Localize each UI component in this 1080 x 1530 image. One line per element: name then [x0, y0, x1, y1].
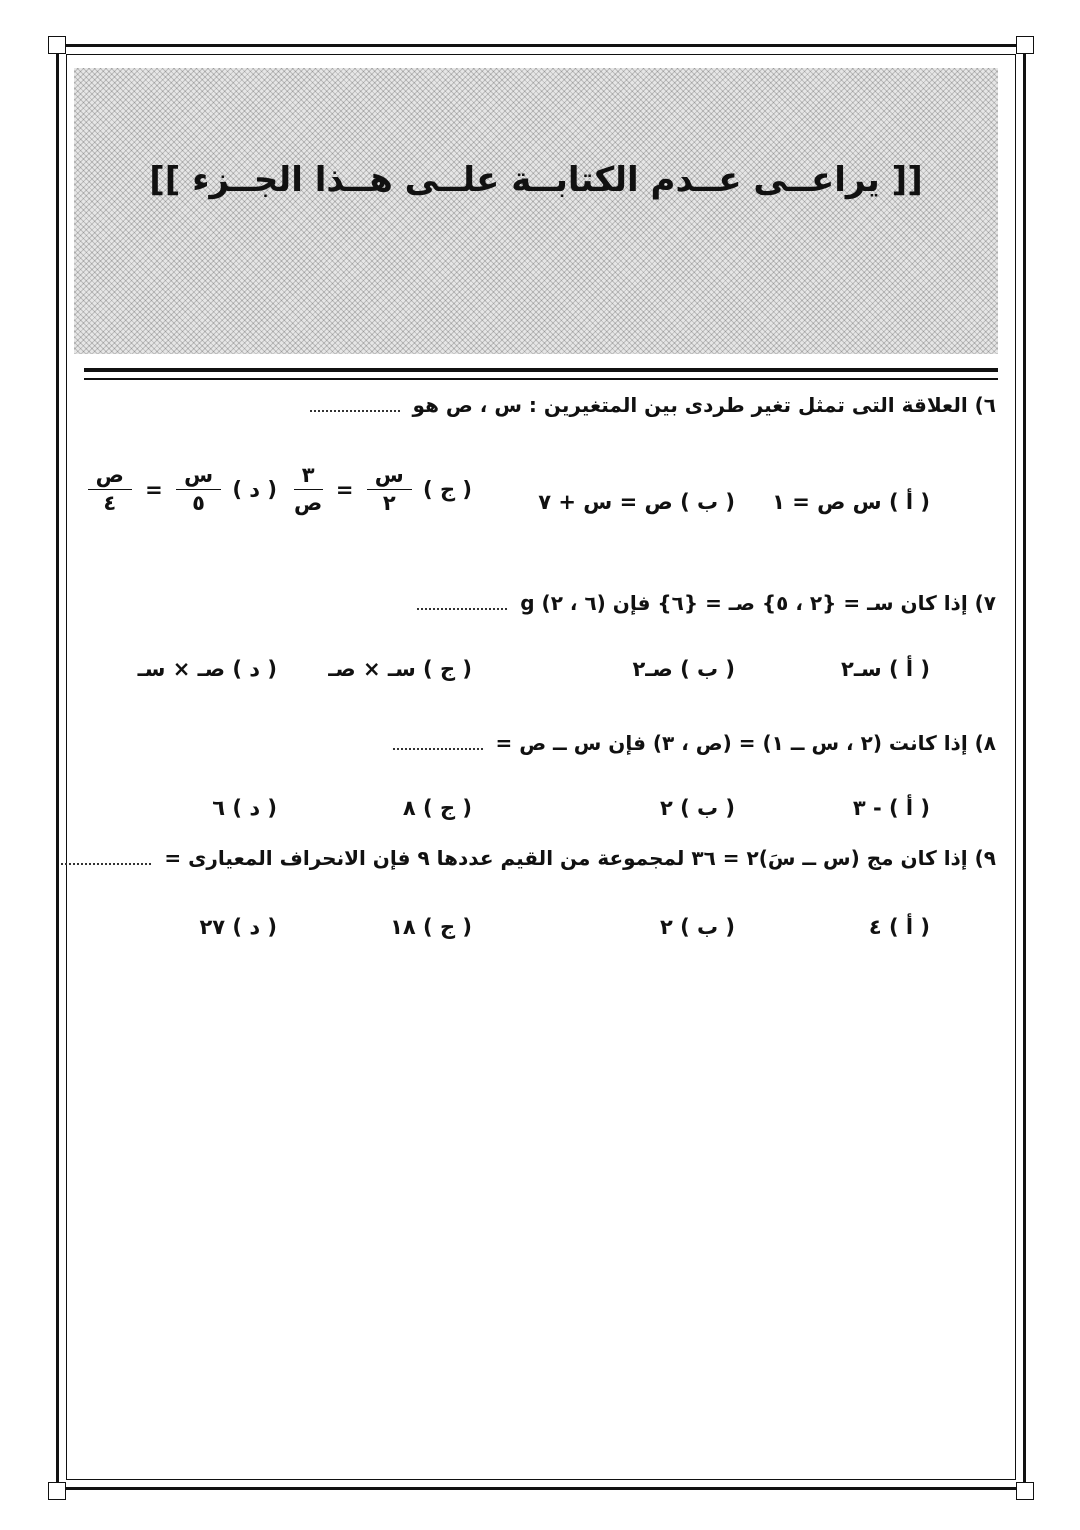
question-8	[393, 731, 997, 755]
q9-option-c[interactable]: ( ج ) ١٨	[390, 915, 472, 939]
q8-option-a[interactable]: ( أ ) - ٣	[852, 796, 930, 820]
fraction-numerator: س	[367, 464, 412, 490]
fraction-denominator: ٥	[192, 491, 205, 516]
frame-corner	[1016, 36, 1034, 54]
q8-option-b[interactable]: ( ب ) ٢	[659, 796, 735, 820]
equals-sign: =	[145, 477, 163, 502]
q7-option-d[interactable]: ( د ) صـ × سـ	[137, 657, 277, 681]
fraction-denominator: ص	[293, 491, 323, 516]
fraction	[176, 464, 221, 515]
q6-option-c-label: ( ج )	[423, 477, 472, 502]
q7-option-b[interactable]: ( ب ) صـ٢	[632, 657, 735, 681]
q8-option-d[interactable]: ( د ) ٦	[212, 796, 277, 820]
frame-corner	[1016, 1482, 1034, 1500]
answer-blank	[417, 608, 507, 610]
equals-sign: =	[335, 477, 354, 502]
q6-option-b[interactable]: ( ب ) ص = س + ٧	[538, 490, 735, 514]
question-9	[61, 846, 996, 870]
q9-option-d[interactable]: ( د ) ٢٧	[199, 915, 277, 939]
question-7	[417, 591, 996, 615]
question-7-stem: ٧) إذا كان سـ = {٢ ، ٥} صـ = {٦} فإن (٦ ، ٢) g	[520, 591, 996, 615]
q9-option-b[interactable]: ( ب ) ٢	[659, 915, 735, 939]
q6-option-d[interactable]	[84, 464, 277, 515]
no-write-zone	[74, 68, 998, 354]
fraction-denominator: ٢	[382, 491, 396, 516]
fraction	[367, 464, 412, 515]
separator-thin	[84, 378, 998, 380]
answer-blank	[310, 410, 400, 412]
fraction-denominator: ٤	[103, 491, 117, 516]
frame-corner	[48, 36, 66, 54]
fraction	[88, 464, 132, 515]
frame-corner	[48, 1482, 66, 1500]
q7-option-a[interactable]: ( أ ) سـ٢	[841, 657, 930, 681]
answer-blank	[61, 863, 151, 865]
q6-option-a[interactable]: ( أ ) س ص = ١	[772, 490, 930, 514]
question-8-stem: ٨) إذا كانت (٢ ، س ــ ١) = (ص ، ٣) فإن س ــ ص =	[495, 731, 996, 755]
fraction	[294, 464, 323, 515]
question-9-stem: ٩) إذا كان مج (س ــ سَ)٢ = ٣٦ لمجموعة من القيم عددها ٩ فإن الانحراف المعيارى =	[164, 846, 996, 870]
fraction-numerator: ٣	[294, 464, 323, 490]
q7-option-c[interactable]: ( ج ) سـ × صـ	[328, 657, 472, 681]
q9-option-a[interactable]: ( أ ) ٤	[868, 915, 930, 939]
fraction-numerator: ص	[88, 464, 132, 490]
q6-option-d-label: ( د )	[232, 477, 277, 502]
question-6	[310, 393, 996, 417]
q6-option-c[interactable]	[290, 464, 472, 515]
question-6-stem: ٦) العلاقة التى تمثل تغير طردى بين المتغيرين : س ، ص هو	[412, 393, 996, 417]
fraction-numerator: س	[176, 464, 221, 490]
separator-thick	[84, 368, 998, 372]
no-write-banner: [[ يراعــى عــدم الكتابــة علــى هــذا الجــزء ]]	[149, 160, 923, 200]
answer-blank	[393, 748, 483, 750]
q8-option-c[interactable]: ( ج ) ٨	[402, 796, 472, 820]
